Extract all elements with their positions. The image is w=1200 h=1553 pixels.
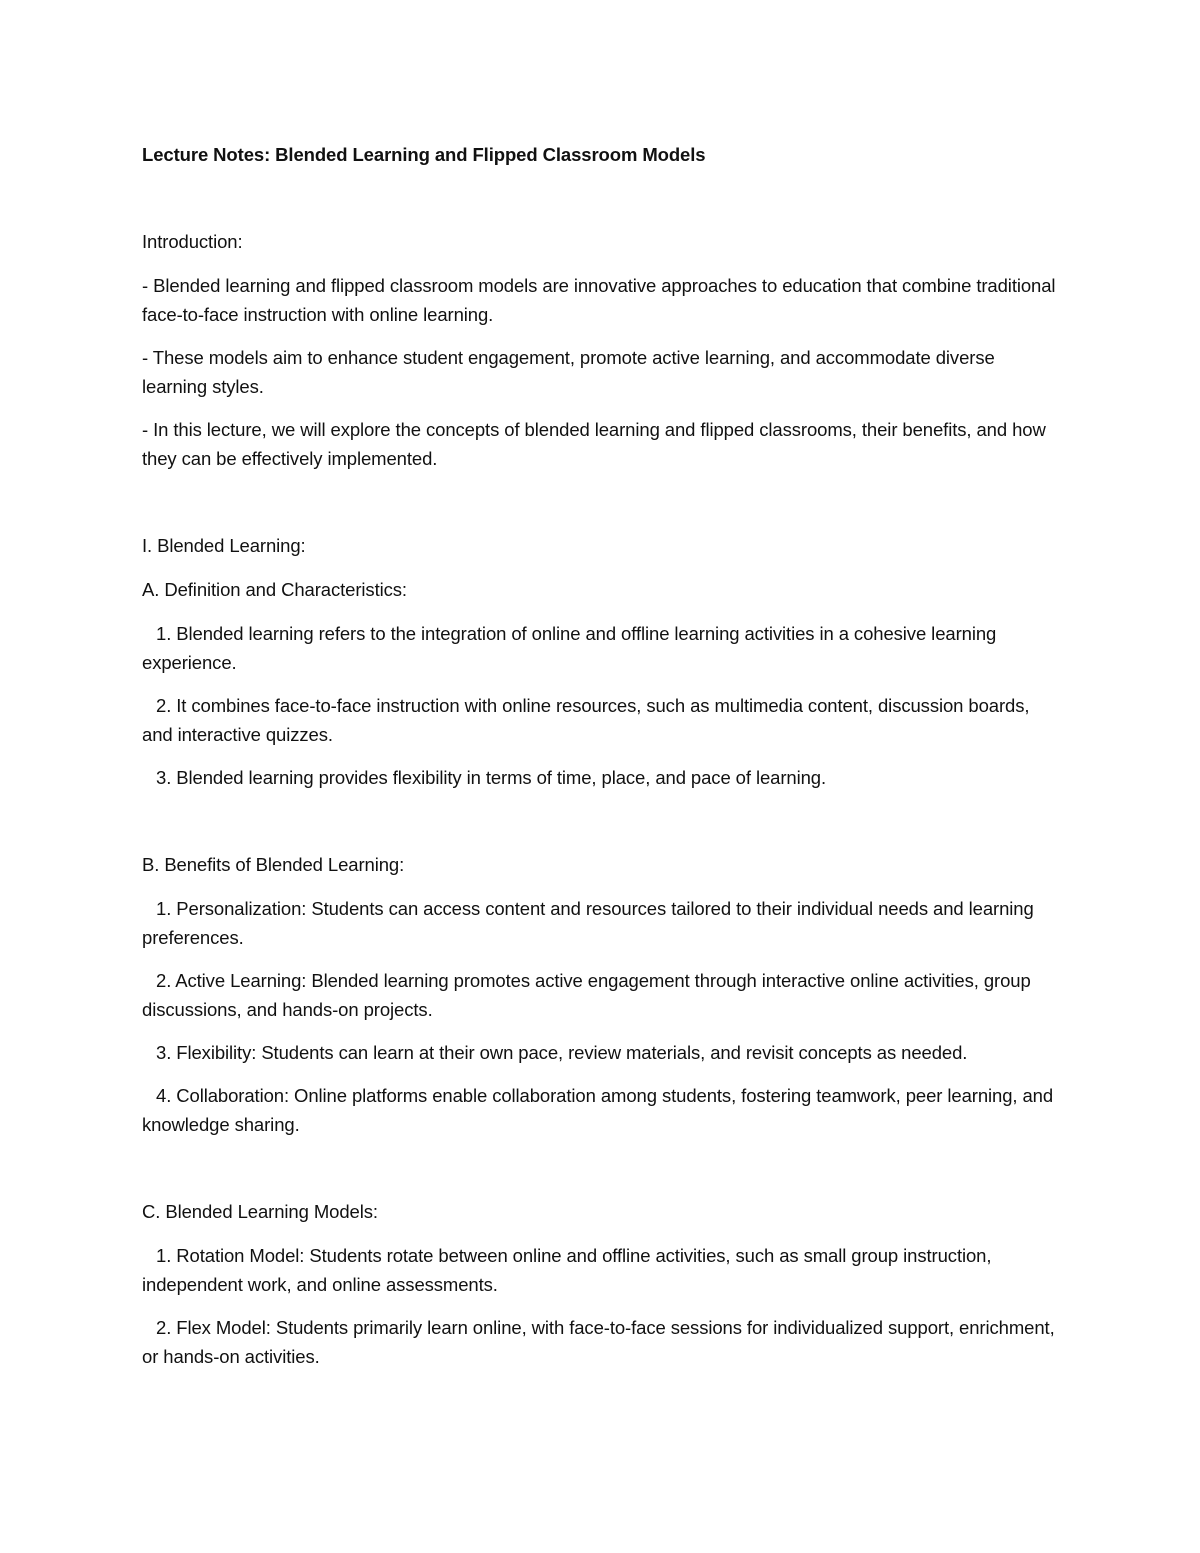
list-item: 1. Blended learning refers to the integration of online and offline learning activities in a cohesive learning experience. [142,623,997,673]
subsection-heading-definition: A. Definition and Characteristics: [142,579,407,600]
list-item: 4. Collaboration: Online platforms enable collaboration among students, fostering teamwork, peer learning, and knowledge sharing. [142,1085,1054,1135]
intro-paragraph: - In this lecture, we will explore the concepts of blended learning and flipped classrooms, their benefits, and how they can be effectively implemented. [142,419,1046,469]
subsection-heading-benefits: B. Benefits of Blended Learning: [142,854,405,875]
list-item: 1. Personalization: Students can access content and resources tailored to their individual needs and learning preferences. [142,898,1034,948]
section-spacer [142,1153,1062,1197]
subsection-heading-models: C. Blended Learning Models: [142,1201,378,1222]
intro-paragraph: - Blended learning and flipped classroom models are innovative approaches to education that combine traditional face-to-face instruction with online learning. [142,275,1056,325]
document-title: Lecture Notes: Blended Learning and Flipped Classroom Models [142,144,706,165]
list-item: 3. Flexibility: Students can learn at their own pace, review materials, and revisit concepts as needed. [156,1042,968,1063]
intro-paragraph: - These models aim to enhance student engagement, promote active learning, and accommodate diverse learning styles. [142,347,995,397]
list-item: 2. It combines face-to-face instruction with online resources, such as multimedia content, discussion boards, and interactive quizzes. [142,695,1030,745]
list-item: 2. Flex Model: Students primarily learn online, with face-to-face sessions for individualized support, enrichment, or hands-on activities. [142,1317,1055,1367]
introduction-heading: Introduction: [142,231,243,252]
document-body [142,140,1062,1385]
list-item: 1. Rotation Model: Students rotate between online and offline activities, such as small group instruction, independent work, and online assessments. [142,1245,992,1295]
list-item: 2. Active Learning: Blended learning promotes active engagement through interactive online activities, group discussions, and hands-on projects. [142,970,1031,1020]
section-heading-blended-learning: I. Blended Learning: [142,535,306,556]
list-item: 3. Blended learning provides flexibility in terms of time, place, and pace of learning. [156,767,827,788]
section-spacer [142,806,1062,850]
section-spacer [142,487,1062,531]
